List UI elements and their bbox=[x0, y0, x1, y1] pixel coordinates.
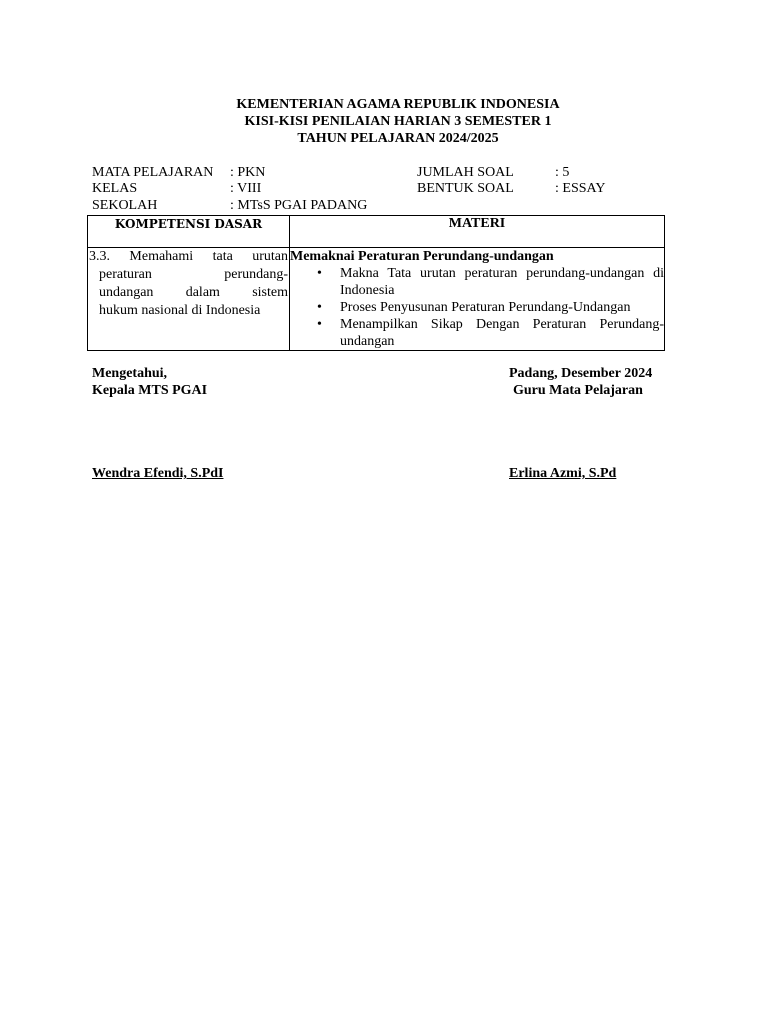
teacher-title: Guru Mata Pelajaran bbox=[513, 383, 643, 398]
list-item-text: Makna Tata urutan peraturan perundang-undangan di Indonesia bbox=[340, 266, 664, 298]
kompetensi-dasar-text bbox=[88, 248, 289, 320]
jumlah-soal-value: : 5 bbox=[555, 165, 570, 180]
list-item bbox=[290, 265, 664, 299]
bullet-icon: • bbox=[317, 266, 322, 281]
kelas-label: KELAS bbox=[92, 181, 138, 196]
bullet-icon: • bbox=[317, 300, 322, 315]
acknowledged-label: Mengetahui, bbox=[92, 366, 168, 381]
place-date: Padang, Desember 2024 bbox=[509, 366, 653, 381]
sekolah-value: : MTsS PGAI PADANG bbox=[230, 198, 368, 213]
principal-name: Wendra Efendi, S.PdI bbox=[92, 466, 224, 481]
kisi-kisi-table bbox=[87, 215, 665, 351]
sekolah-label: SEKOLAH bbox=[92, 198, 158, 213]
kelas-value: : VIII bbox=[230, 181, 262, 196]
list-item bbox=[290, 316, 664, 350]
table-row bbox=[88, 248, 665, 351]
kompetensi-dasar-cell bbox=[88, 248, 290, 351]
list-item-text: Menampilkan Sikap Dengan Peraturan Perundang-undangan bbox=[340, 317, 664, 349]
bullet-icon: • bbox=[317, 317, 322, 332]
materi-cell bbox=[290, 248, 665, 351]
mapel-label: MATA PELAJARAN bbox=[92, 165, 214, 180]
kd-line: undangan dalam sistem bbox=[99, 285, 288, 300]
principal-title: Kepala MTS PGAI bbox=[92, 383, 208, 398]
bentuk-soal-value: : ESSAY bbox=[555, 181, 606, 196]
teacher-name: Erlina Azmi, S.Pd bbox=[509, 466, 617, 481]
academic-year: TAHUN PELAJARAN 2024/2025 bbox=[297, 131, 499, 146]
kd-line: peraturan perundang- bbox=[99, 267, 288, 282]
materi-list bbox=[290, 265, 664, 350]
jumlah-soal-label: JUMLAH SOAL bbox=[417, 165, 514, 180]
document-title: KISI-KISI PENILAIAN HARIAN 3 SEMESTER 1 bbox=[244, 114, 552, 129]
materi-title: Memaknai Peraturan Perundang-undangan bbox=[290, 249, 554, 264]
list-item-text: Proses Penyusunan Peraturan Perundang-Undangan bbox=[340, 300, 631, 315]
kompetensi-dasar-header: KOMPETENSI DASAR bbox=[88, 216, 290, 248]
kd-line: hukum nasional di Indonesia bbox=[99, 303, 261, 318]
kd-line: 3.3. Memahami tata urutan bbox=[89, 249, 288, 264]
ministry-title: KEMENTERIAN AGAMA REPUBLIK INDONESIA bbox=[236, 97, 560, 112]
bentuk-soal-label: BENTUK SOAL bbox=[417, 181, 514, 196]
mapel-value: : PKN bbox=[230, 165, 266, 180]
table-header-row bbox=[88, 216, 665, 248]
materi-header: MATERI bbox=[290, 216, 665, 248]
list-item bbox=[290, 299, 664, 316]
